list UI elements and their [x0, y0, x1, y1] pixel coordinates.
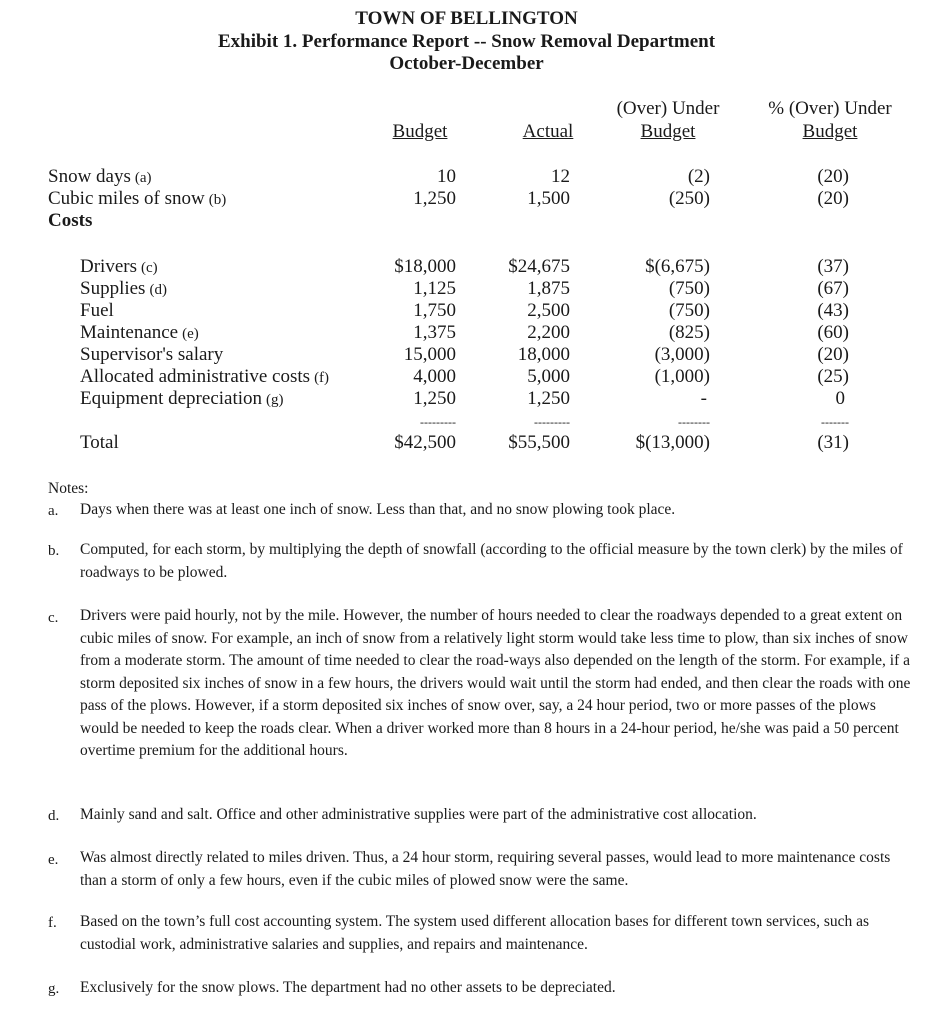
table-row-label	[80, 344, 223, 366]
total-label: Total	[80, 432, 119, 453]
row-label: Cubic miles of snow	[48, 188, 205, 209]
note-text: Based on the town’s full cost accounting system. The system used different allocation bases for different town services, such as custodial work, administrative salaries and supplies, and repairs and maintenance.	[80, 913, 870, 953]
table-cell: 2,200	[527, 322, 570, 343]
notes-heading: Notes:	[48, 480, 89, 497]
table-row-label	[80, 278, 167, 300]
col-header-pct-2: Budget	[802, 121, 858, 142]
separator-dashes: -------	[821, 415, 849, 429]
table-row-label	[80, 322, 199, 344]
total-cell: $(13,000)	[635, 432, 710, 453]
note-letter: d.	[48, 808, 60, 824]
table-cell: (43)	[817, 300, 849, 321]
separator-dashes: ---------	[420, 415, 456, 429]
row-label: Allocated administrative costs	[80, 366, 311, 387]
report-subtitle: Exhibit 1. Performance Report -- Snow Removal Department	[217, 31, 716, 52]
table-cell: (3,000)	[654, 344, 710, 365]
note-text: Exclusively for the snow plows. The department had no other assets to be depreciated.	[80, 979, 616, 996]
note-letter: a.	[48, 503, 59, 519]
table-cell: 18,000	[517, 344, 570, 365]
row-label: Supervisor's salary	[80, 344, 224, 365]
table-cell: (60)	[817, 322, 849, 343]
table-cell: $24,675	[508, 256, 570, 277]
note-letter: c.	[48, 610, 59, 626]
note-letter: b.	[48, 543, 60, 559]
table-cell: 15,000	[403, 344, 456, 365]
table-cell: 1,500	[527, 188, 570, 209]
row-note-ref: (e)	[182, 326, 199, 342]
col-header-budget: Budget	[392, 121, 448, 142]
table-cell: $18,000	[394, 256, 456, 277]
table-cell: 1,250	[413, 188, 456, 209]
table-cell: $(6,675)	[645, 256, 710, 277]
table-cell: 5,000	[527, 366, 570, 387]
table-cell: 1,375	[413, 322, 456, 343]
table-row-label	[48, 166, 152, 188]
table-row-label	[80, 256, 158, 278]
row-label: Drivers	[80, 256, 137, 277]
row-label: Equipment depreciation	[80, 388, 263, 409]
table-cell: (750)	[668, 300, 710, 321]
table-cell: 1,875	[527, 278, 570, 299]
col-header-pct-1: % (Over) Under	[768, 98, 892, 119]
table-row-label	[80, 388, 284, 410]
report-period: October-December	[389, 53, 544, 74]
row-note-ref: (a)	[134, 170, 152, 186]
table-cell: (37)	[817, 256, 849, 277]
separator-dashes: ---------	[534, 415, 570, 429]
row-label: Supplies	[80, 278, 146, 299]
total-cell: (31)	[817, 432, 849, 453]
row-label: Maintenance	[80, 322, 179, 343]
table-cell: (2)	[687, 166, 710, 187]
row-note-ref: (c)	[140, 260, 158, 276]
costs-heading: Costs	[48, 210, 93, 231]
table-cell: (750)	[668, 278, 710, 299]
table-cell: 12	[551, 166, 570, 187]
table-cell: (20)	[817, 188, 849, 209]
report-title: TOWN OF BELLINGTON	[355, 8, 578, 29]
table-cell: -	[700, 388, 707, 409]
col-header-over-under-2: Budget	[640, 121, 696, 142]
table-cell: 0	[835, 388, 845, 409]
col-header-over-under-1: (Over) Under	[616, 98, 720, 119]
table-cell: 1,250	[413, 388, 456, 409]
note-text: Days when there was at least one inch of snow. Less than that, and no snow plowing took place.	[80, 501, 676, 518]
table-row-label	[80, 366, 329, 388]
note-text: Mainly sand and salt. Office and other administrative supplies were part of the administrative cost allocation.	[80, 806, 757, 823]
table-cell: (20)	[817, 166, 849, 187]
note-text: Drivers were paid hourly, not by the mile. However, the number of hours needed to clear the roadways depended to a great extent on cubic miles of snow. For example, an inch of snow from a relatively light storm would take less time to plow, than six inches of snow from a moderate storm. The amount of time needed to clear the road-ways also depended on the length of the storm. For example, if a storm deposited six inches of snow in a few hours, the drivers would wait until the storm had ended, and then clear the roads with one pass of the plows. However, if a storm deposited six inches of snow over, say, a 24 hour period, two or more passes of the plows would be needed to keep the roads clear. When a driver worked more than 8 hours in a 24-hour period, he/she was paid a 50 percent overtime premium for the additional hours.	[80, 607, 911, 759]
table-cell: 4,000	[413, 366, 456, 387]
table-cell: 1,250	[527, 388, 570, 409]
table-cell: (67)	[817, 278, 849, 299]
row-note-ref: (g)	[266, 392, 284, 408]
table-row-label	[48, 188, 226, 210]
table-cell: 10	[437, 166, 456, 187]
note-text: Computed, for each storm, by multiplying the depth of snowfall (according to the official measure by the town clerk) by the miles of roadways to be plowed.	[80, 541, 903, 581]
separator-dashes: --------	[678, 415, 710, 429]
table-cell: (1,000)	[654, 366, 710, 387]
total-cell: $55,500	[508, 432, 570, 453]
row-note-ref: (f)	[314, 370, 330, 386]
table-row-label	[80, 300, 114, 322]
row-label: Fuel	[80, 300, 114, 321]
row-note-ref: (d)	[149, 282, 167, 298]
table-cell: (20)	[817, 344, 849, 365]
table-cell: (825)	[668, 322, 710, 343]
note-letter: f.	[48, 915, 57, 931]
total-cell: $42,500	[394, 432, 456, 453]
note-text: Was almost directly related to miles driven. Thus, a 24 hour storm, requiring several passes, would lead to more maintenance costs than a storm of only a few hours, even if the cubic miles of plowed snow were the same.	[80, 849, 891, 889]
col-header-actual: Actual	[522, 121, 574, 142]
table-cell: (250)	[668, 188, 710, 209]
row-label: Snow days	[48, 166, 131, 187]
table-cell: 2,500	[527, 300, 570, 321]
note-letter: g.	[48, 981, 60, 997]
table-cell: 1,125	[413, 278, 456, 299]
note-letter: e.	[48, 852, 59, 868]
row-note-ref: (b)	[208, 192, 227, 208]
table-cell: (25)	[817, 366, 849, 387]
table-cell: 1,750	[413, 300, 456, 321]
